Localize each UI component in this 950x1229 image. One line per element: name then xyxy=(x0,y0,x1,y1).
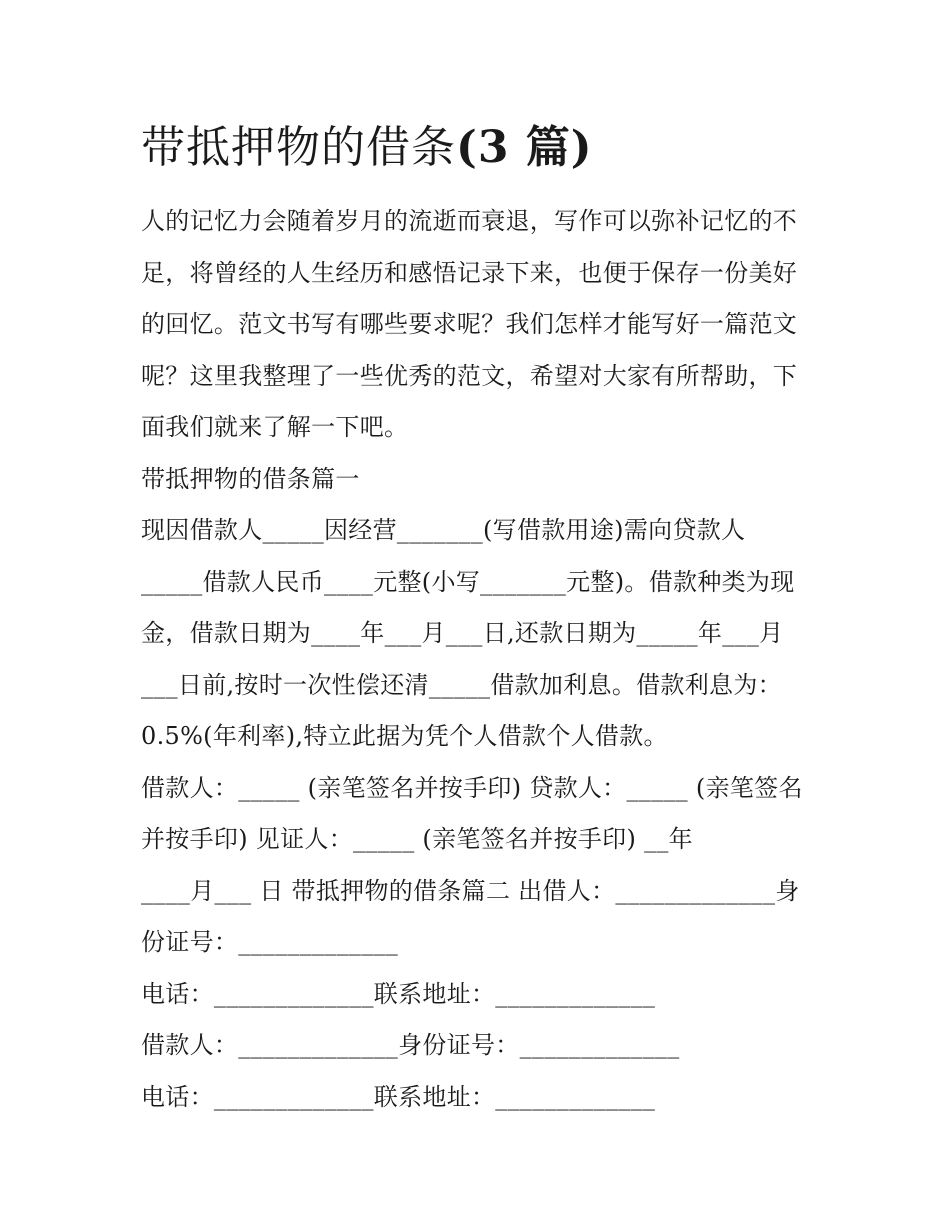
text-line: 的回忆。范文书写有哪些要求呢？我们怎样才能写好一篇范文 xyxy=(141,310,798,338)
text-line: 人的记忆力会随着岁月的流逝而衰退，写作可以弥补记忆的不 xyxy=(141,207,798,235)
signature-line: 并按手印) 见证人：_____ (亲笔签名并按手印) __年 xyxy=(141,825,693,853)
form-field-line: 电话：_____________联系地址：_____________ xyxy=(141,1082,656,1111)
signature-line: ____月___ 日 带抵押物的借条篇二 出借人：_____________身 xyxy=(141,876,800,905)
signature-line: 借款人：_____ (亲笔签名并按手印) 贷款人：_____ (亲笔签名 xyxy=(141,773,803,802)
text-line: ___日前,按时一次性偿还清_____借款加利息。借款利息为： xyxy=(141,670,782,699)
document-page xyxy=(141,116,831,1123)
text-line: 0.5%(年利率),特立此据为凭个人借款个人借款。 xyxy=(141,722,668,750)
form-field-line: 份证号：_____________ xyxy=(141,928,399,956)
text-line: 足，将曾经的人生经历和感悟记录下来，也便于保存一份美好 xyxy=(141,258,798,287)
title-count: (3 篇) xyxy=(456,122,593,173)
document-title xyxy=(141,116,831,180)
text-line: _____借款人民币____元整(小写_______元整)。借款种类为现 xyxy=(141,567,795,596)
text-line: 现因借款人_____因经营_______(写借款用途)需向贷款人 xyxy=(141,516,746,544)
section-heading: 带抵押物的借条篇一 xyxy=(141,464,360,493)
title-text: 带抵押物的借条 xyxy=(141,122,456,173)
text-line: 面我们就来了解一下吧。 xyxy=(141,413,409,441)
form-field-line: 借款人：_____________身份证号：_____________ xyxy=(141,1031,680,1059)
form-field-line: 电话：_____________联系地址：_____________ xyxy=(141,979,656,1008)
text-line: 金，借款日期为____年___月___日,还款日期为_____年___月 xyxy=(141,619,784,647)
document-body xyxy=(141,196,831,1123)
text-line: 呢？这里我整理了一些优秀的范文，希望对大家有所帮助，下 xyxy=(141,361,798,390)
